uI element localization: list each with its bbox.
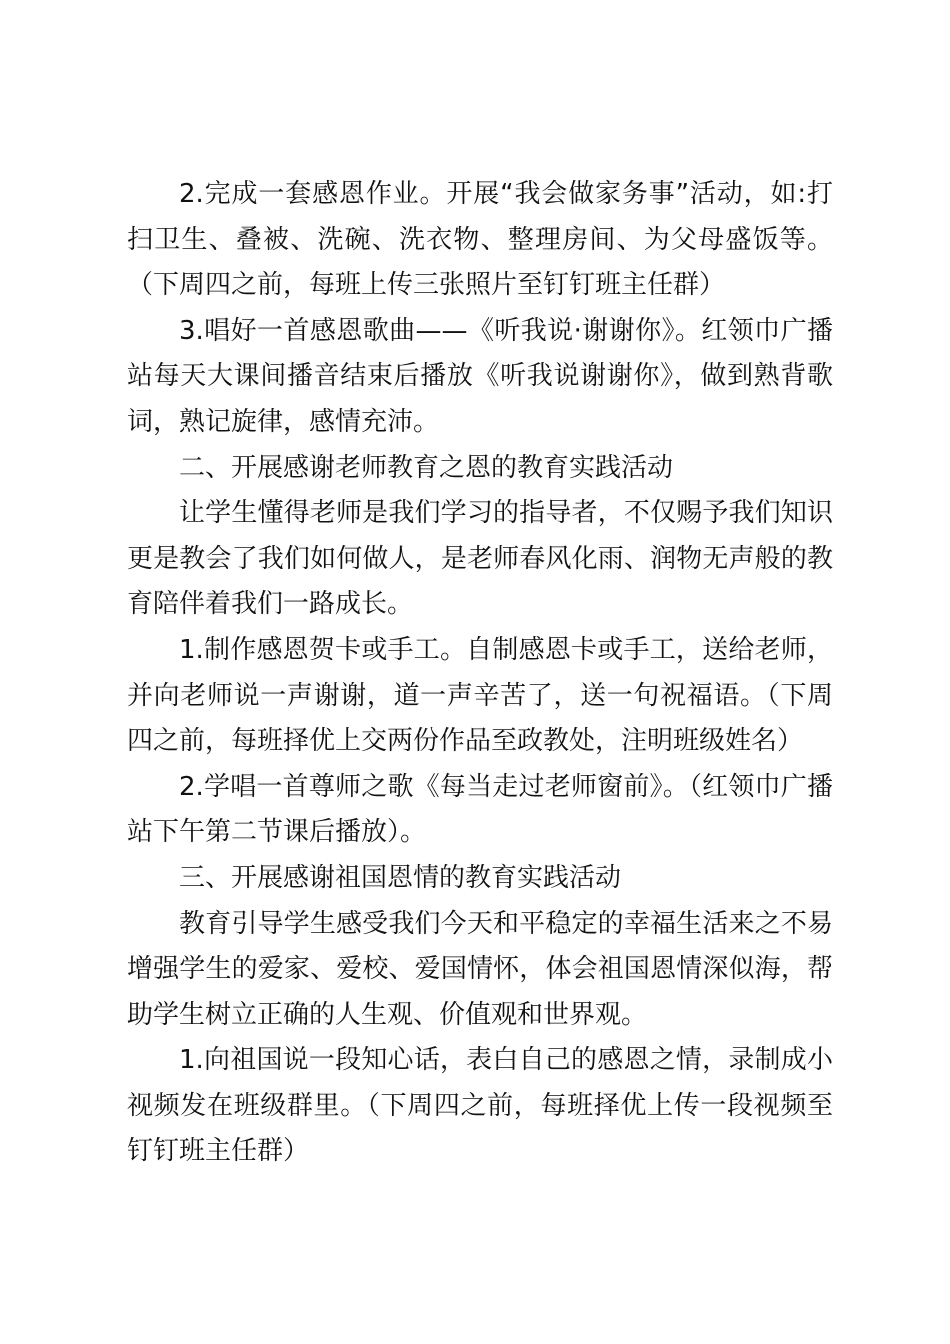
paragraph-teachers-intro: 让学生懂得老师是我们学习的指导者，不仅赐予我们知识更是教会了我们如何做人，是老师春风化雨、润物无声般的教育陪伴着我们一路成长。 <box>127 498 833 620</box>
paragraph-gratitude-song: 3.唱好一首感恩歌曲——《听我说·谢谢你》。红领巾广播站每天大课间播音结束后播放《听我说谢谢你》，做到熟背歌词，熟记旋律，感情充沛。 <box>127 315 833 437</box>
paragraph-housework-assignment: 2.完成一套感恩作业。开展“我会做家务事”活动，如:打扫卫生、叠被、洗碗、洗衣物、整理房间、为父母盛饭等。（下周四之前，每班上传三张照片至钉钉班主任群） <box>127 179 833 301</box>
document-body <box>127 172 833 1175</box>
paragraph-motherland-intro: 教育引导学生感受我们今天和平稳定的幸福生活来之不易增强学生的爱家、爱校、爱国情怀，体会祖国恩情深似海，帮助学生树立正确的人生观、价值观和世界观。 <box>127 908 833 1030</box>
section-heading-thank-motherland: 三、开展感谢祖国恩情的教育实践活动 <box>179 862 622 893</box>
paragraph-teacher-song: 2.学唱一首尊师之歌《每当走过老师窗前》。（红领巾广播站下午第二节课后播放）。 <box>127 771 833 848</box>
paragraph-greeting-cards: 1.制作感恩贺卡或手工。自制感恩卡或手工，送给老师，并向老师说一声谢谢，道一声辛苦了，送一句祝福语。（下周四之前，每班择优上交两份作品至政教处，注明班级姓名） <box>127 634 833 757</box>
paragraph-video-message: 1.向祖国说一段知心话，表白自己的感恩之情，录制成小视频发在班级群里。（下周四之前，每班择优上传一段视频至钉钉班主任群） <box>127 1045 833 1167</box>
section-heading-thank-teachers: 二、开展感谢老师教育之恩的教育实践活动 <box>179 452 674 483</box>
